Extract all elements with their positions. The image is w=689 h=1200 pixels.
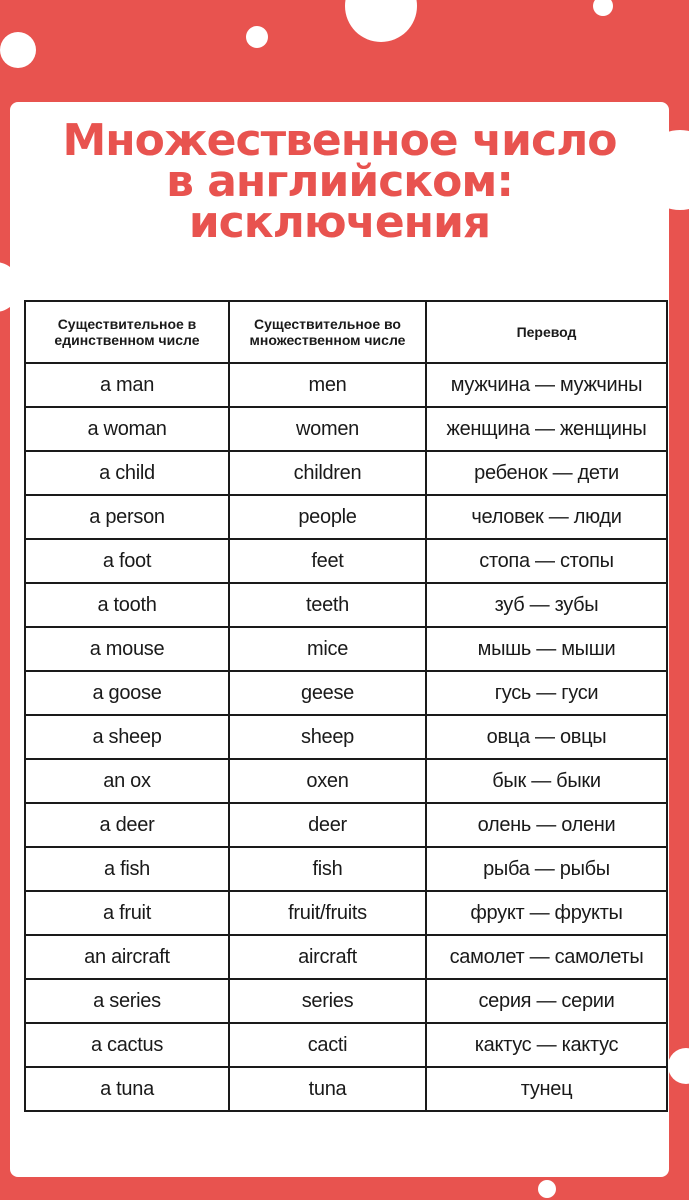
table-row — [25, 583, 667, 627]
table-row — [25, 715, 667, 759]
decor-dot — [668, 1048, 689, 1084]
title-line: Множественное число — [62, 115, 617, 166]
cell-singular: a goose — [25, 671, 229, 715]
table-header-row — [25, 301, 667, 363]
cell-singular: a tuna — [25, 1067, 229, 1111]
cell-translation: мышь — мыши — [426, 627, 667, 671]
table-row — [25, 451, 667, 495]
cell-plural: deer — [229, 803, 426, 847]
decor-dot — [246, 26, 268, 48]
cell-translation: бык — быки — [426, 759, 667, 803]
cell-singular: a cactus — [25, 1023, 229, 1067]
cell-translation: тунец — [426, 1067, 667, 1111]
table-row — [25, 935, 667, 979]
cell-translation: фрукт — фрукты — [426, 891, 667, 935]
cell-translation: мужчина — мужчины — [426, 363, 667, 407]
title-line: в английском: — [166, 156, 513, 207]
cell-plural: tuna — [229, 1067, 426, 1111]
table-row — [25, 979, 667, 1023]
cell-translation: стопа — стопы — [426, 539, 667, 583]
cell-plural: mice — [229, 627, 426, 671]
page-title — [10, 115, 669, 248]
table-row — [25, 671, 667, 715]
cell-singular: a mouse — [25, 627, 229, 671]
cell-translation: зуб — зубы — [426, 583, 667, 627]
table-row — [25, 759, 667, 803]
table-row — [25, 1067, 667, 1111]
table-row — [25, 891, 667, 935]
cell-translation: овца — овцы — [426, 715, 667, 759]
cell-plural: women — [229, 407, 426, 451]
cell-plural: sheep — [229, 715, 426, 759]
cell-plural: aircraft — [229, 935, 426, 979]
cell-singular: a series — [25, 979, 229, 1023]
cell-singular: a tooth — [25, 583, 229, 627]
table-row — [25, 539, 667, 583]
cell-singular: a man — [25, 363, 229, 407]
column-header-singular: Существительное в единственном числе — [25, 301, 229, 363]
cell-singular: a woman — [25, 407, 229, 451]
cell-singular: an ox — [25, 759, 229, 803]
cell-plural: teeth — [229, 583, 426, 627]
table-row — [25, 847, 667, 891]
cell-plural: feet — [229, 539, 426, 583]
decor-dot — [593, 0, 613, 16]
table-row — [25, 627, 667, 671]
cell-translation: ребенок — дети — [426, 451, 667, 495]
decor-dot — [345, 0, 417, 42]
column-header-translation: Перевод — [426, 301, 667, 363]
table-row — [25, 803, 667, 847]
cell-plural: cacti — [229, 1023, 426, 1067]
cell-plural: people — [229, 495, 426, 539]
cell-translation: самолет — самолеты — [426, 935, 667, 979]
cell-plural: geese — [229, 671, 426, 715]
cell-translation: женщина — женщины — [426, 407, 667, 451]
cell-translation: гусь — гуси — [426, 671, 667, 715]
cell-translation: серия — серии — [426, 979, 667, 1023]
cell-plural: fish — [229, 847, 426, 891]
plural-exceptions-table — [24, 300, 668, 1112]
cell-plural: fruit/fruits — [229, 891, 426, 935]
table-row — [25, 1023, 667, 1067]
column-header-plural: Существительное во множественном числе — [229, 301, 426, 363]
table-row — [25, 363, 667, 407]
decor-dot — [0, 32, 36, 68]
cell-singular: a child — [25, 451, 229, 495]
table-row — [25, 407, 667, 451]
cell-singular: a deer — [25, 803, 229, 847]
cell-singular: an aircraft — [25, 935, 229, 979]
cell-singular: a fruit — [25, 891, 229, 935]
cell-singular: a fish — [25, 847, 229, 891]
cell-translation: кактус — кактус — [426, 1023, 667, 1067]
decor-dot — [538, 1180, 556, 1198]
cell-singular: a foot — [25, 539, 229, 583]
cell-translation: человек — люди — [426, 495, 667, 539]
title-line: исключения — [188, 197, 491, 248]
cell-plural: oxen — [229, 759, 426, 803]
cell-singular: a person — [25, 495, 229, 539]
cell-singular: a sheep — [25, 715, 229, 759]
cell-plural: children — [229, 451, 426, 495]
cell-translation: олень — олени — [426, 803, 667, 847]
cell-translation: рыба — рыбы — [426, 847, 667, 891]
cell-plural: series — [229, 979, 426, 1023]
cell-plural: men — [229, 363, 426, 407]
table-row — [25, 495, 667, 539]
